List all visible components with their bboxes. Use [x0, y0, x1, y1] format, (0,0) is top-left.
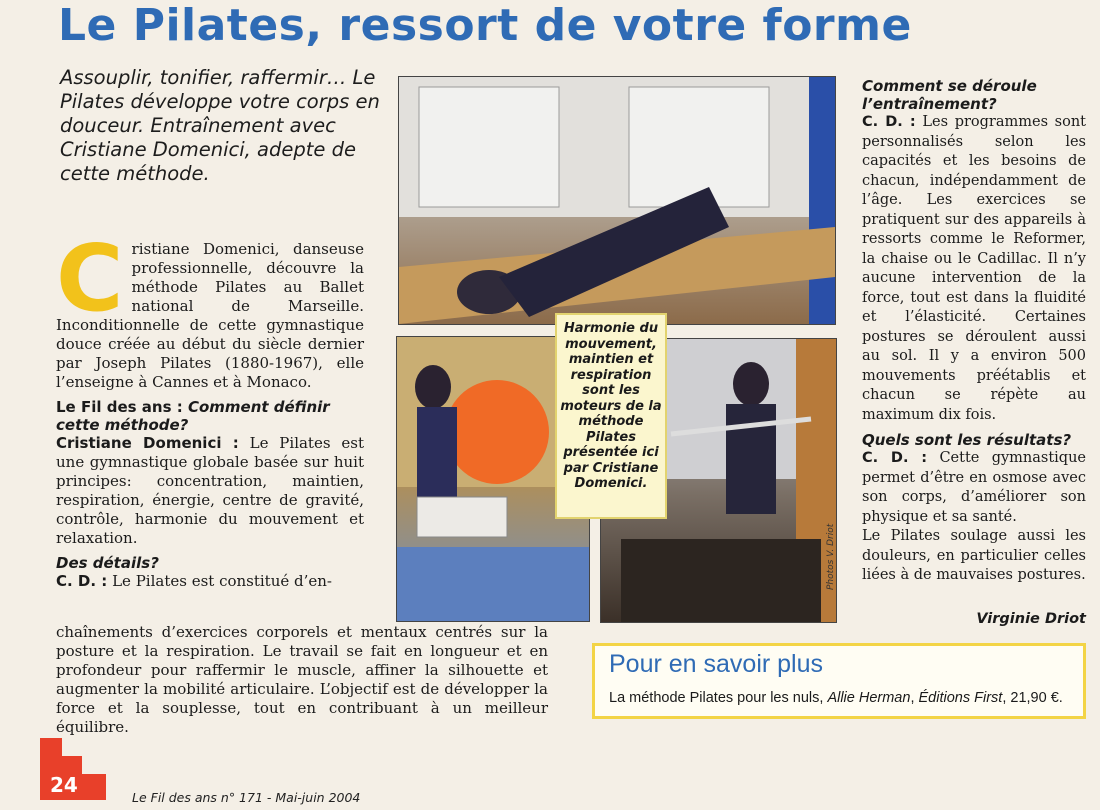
photo-credit: Photos V. Driot: [826, 523, 836, 590]
speaker-label: C. D. :: [862, 450, 928, 466]
answer-text: Le Pilates est une gymnastique globale basée sur huit principes: concentration, maintien, respiration, énergie, centre de gravité, contrôle, harmonie du mouvement et relaxation.: [56, 434, 364, 547]
question-source: Le Fil des ans :: [56, 398, 183, 416]
question-4: Quels sont les résultats?: [862, 431, 1072, 449]
book-title: La méthode Pilates pour les nuls,: [609, 690, 824, 706]
lead-text: ristiane Domenici, danseuse professionnelle, découvre la méthode Pilates au Ballet national de Marseille. Inconditionnelle de cette gymnastique douce créée au début du siècle dernier par Joseph Pilates (1880-1967), elle l’enseigne à Cannes et à Monaco.: [56, 240, 364, 391]
answer-4-continued: Le Pilates soulage aussi les douleurs, en particulier celles liées à de mauvaises postures.: [862, 528, 1086, 583]
answer-1: [56, 434, 364, 548]
answer-3: [862, 113, 1086, 425]
page-footer: Le Fil des ans n° 171 - Mai-juin 2004: [132, 790, 361, 805]
question-1: [56, 398, 364, 434]
speaker-label: Cristiane Domenici :: [56, 434, 239, 452]
speaker-label: C. D. :: [56, 572, 108, 590]
book-reference: La méthode Pilates pour les nuls, Allie Herman, Éditions First, 21,90 €.: [609, 690, 1063, 706]
photo-illustration: [399, 77, 835, 324]
photo-caption: Harmonie du mouvement, maintien et respiration sont les moteurs de la méthode Pilates présentée ici par Cristiane Domenici.: [555, 313, 667, 519]
further-reading-box: [592, 643, 1086, 719]
answer-2-start: [56, 572, 364, 591]
author-signature: Virginie Driot: [976, 611, 1086, 627]
answer-2-continued: [56, 623, 548, 737]
book-price: 21,90 €.: [1010, 690, 1063, 706]
article-intro: Assouplir, tonifier, raffermir… Le Pilates développe votre corps en douceur. Entraînement avec Cristiane Domenici, adepte de cette méthode.: [60, 66, 380, 185]
right-column: [862, 77, 1086, 586]
answer-text: chaînements d’exercices corporels et mentaux centrés sur la posture et la respiration. Le travail se fait en longueur et en profondeur pour raffermir le muscle, affiner la silhouette et augmenter la mobilité articulaire. L’objectif est de développer la force et la souplesse, tout en contribuant à un meilleur équilibre.: [56, 623, 548, 736]
drop-cap: C: [56, 225, 124, 332]
speaker-label: C. D. :: [862, 114, 916, 130]
answer-4: [862, 449, 1086, 527]
article-title: Le Pilates, ressort de votre forme: [58, 0, 912, 51]
photo-reformer-exercise: [398, 76, 836, 325]
answer-text: Les programmes sont personnalisés selon les capacités et les besoins de chacun, indépendamment de l’âge. Les exercices se pratiquent sur des appareils à ressorts comme le Reformer, la chaise ou le Cadillac. Il n’y aucune intervention de la force, tout est dans la fluidité et l’élasticité. Certaines postures se déroulent aussi au sol. Il y a environ 500 mouvements préétablis et chacun se répète au maximum dix fois.: [862, 114, 1087, 423]
answer-text: Le Pilates est constitué d’en-: [112, 572, 332, 590]
further-reading-title: Pour en savoir plus: [609, 650, 824, 678]
book-publisher: Éditions First: [918, 690, 1003, 706]
lead-paragraph: [56, 225, 364, 392]
question-3: Comment se déroule l’entraînement?: [862, 77, 1037, 113]
answer-text: Cette gymnastique permet d’être en osmose avec son corps, d’améliorer son physique et sa santé.: [862, 450, 1087, 525]
question-text: Comment définir cette méthode?: [56, 398, 330, 434]
question-2: Des détails?: [56, 554, 159, 572]
book-author: Allie Herman: [827, 690, 911, 706]
page-number: 24: [50, 773, 78, 797]
left-column: [56, 225, 364, 591]
